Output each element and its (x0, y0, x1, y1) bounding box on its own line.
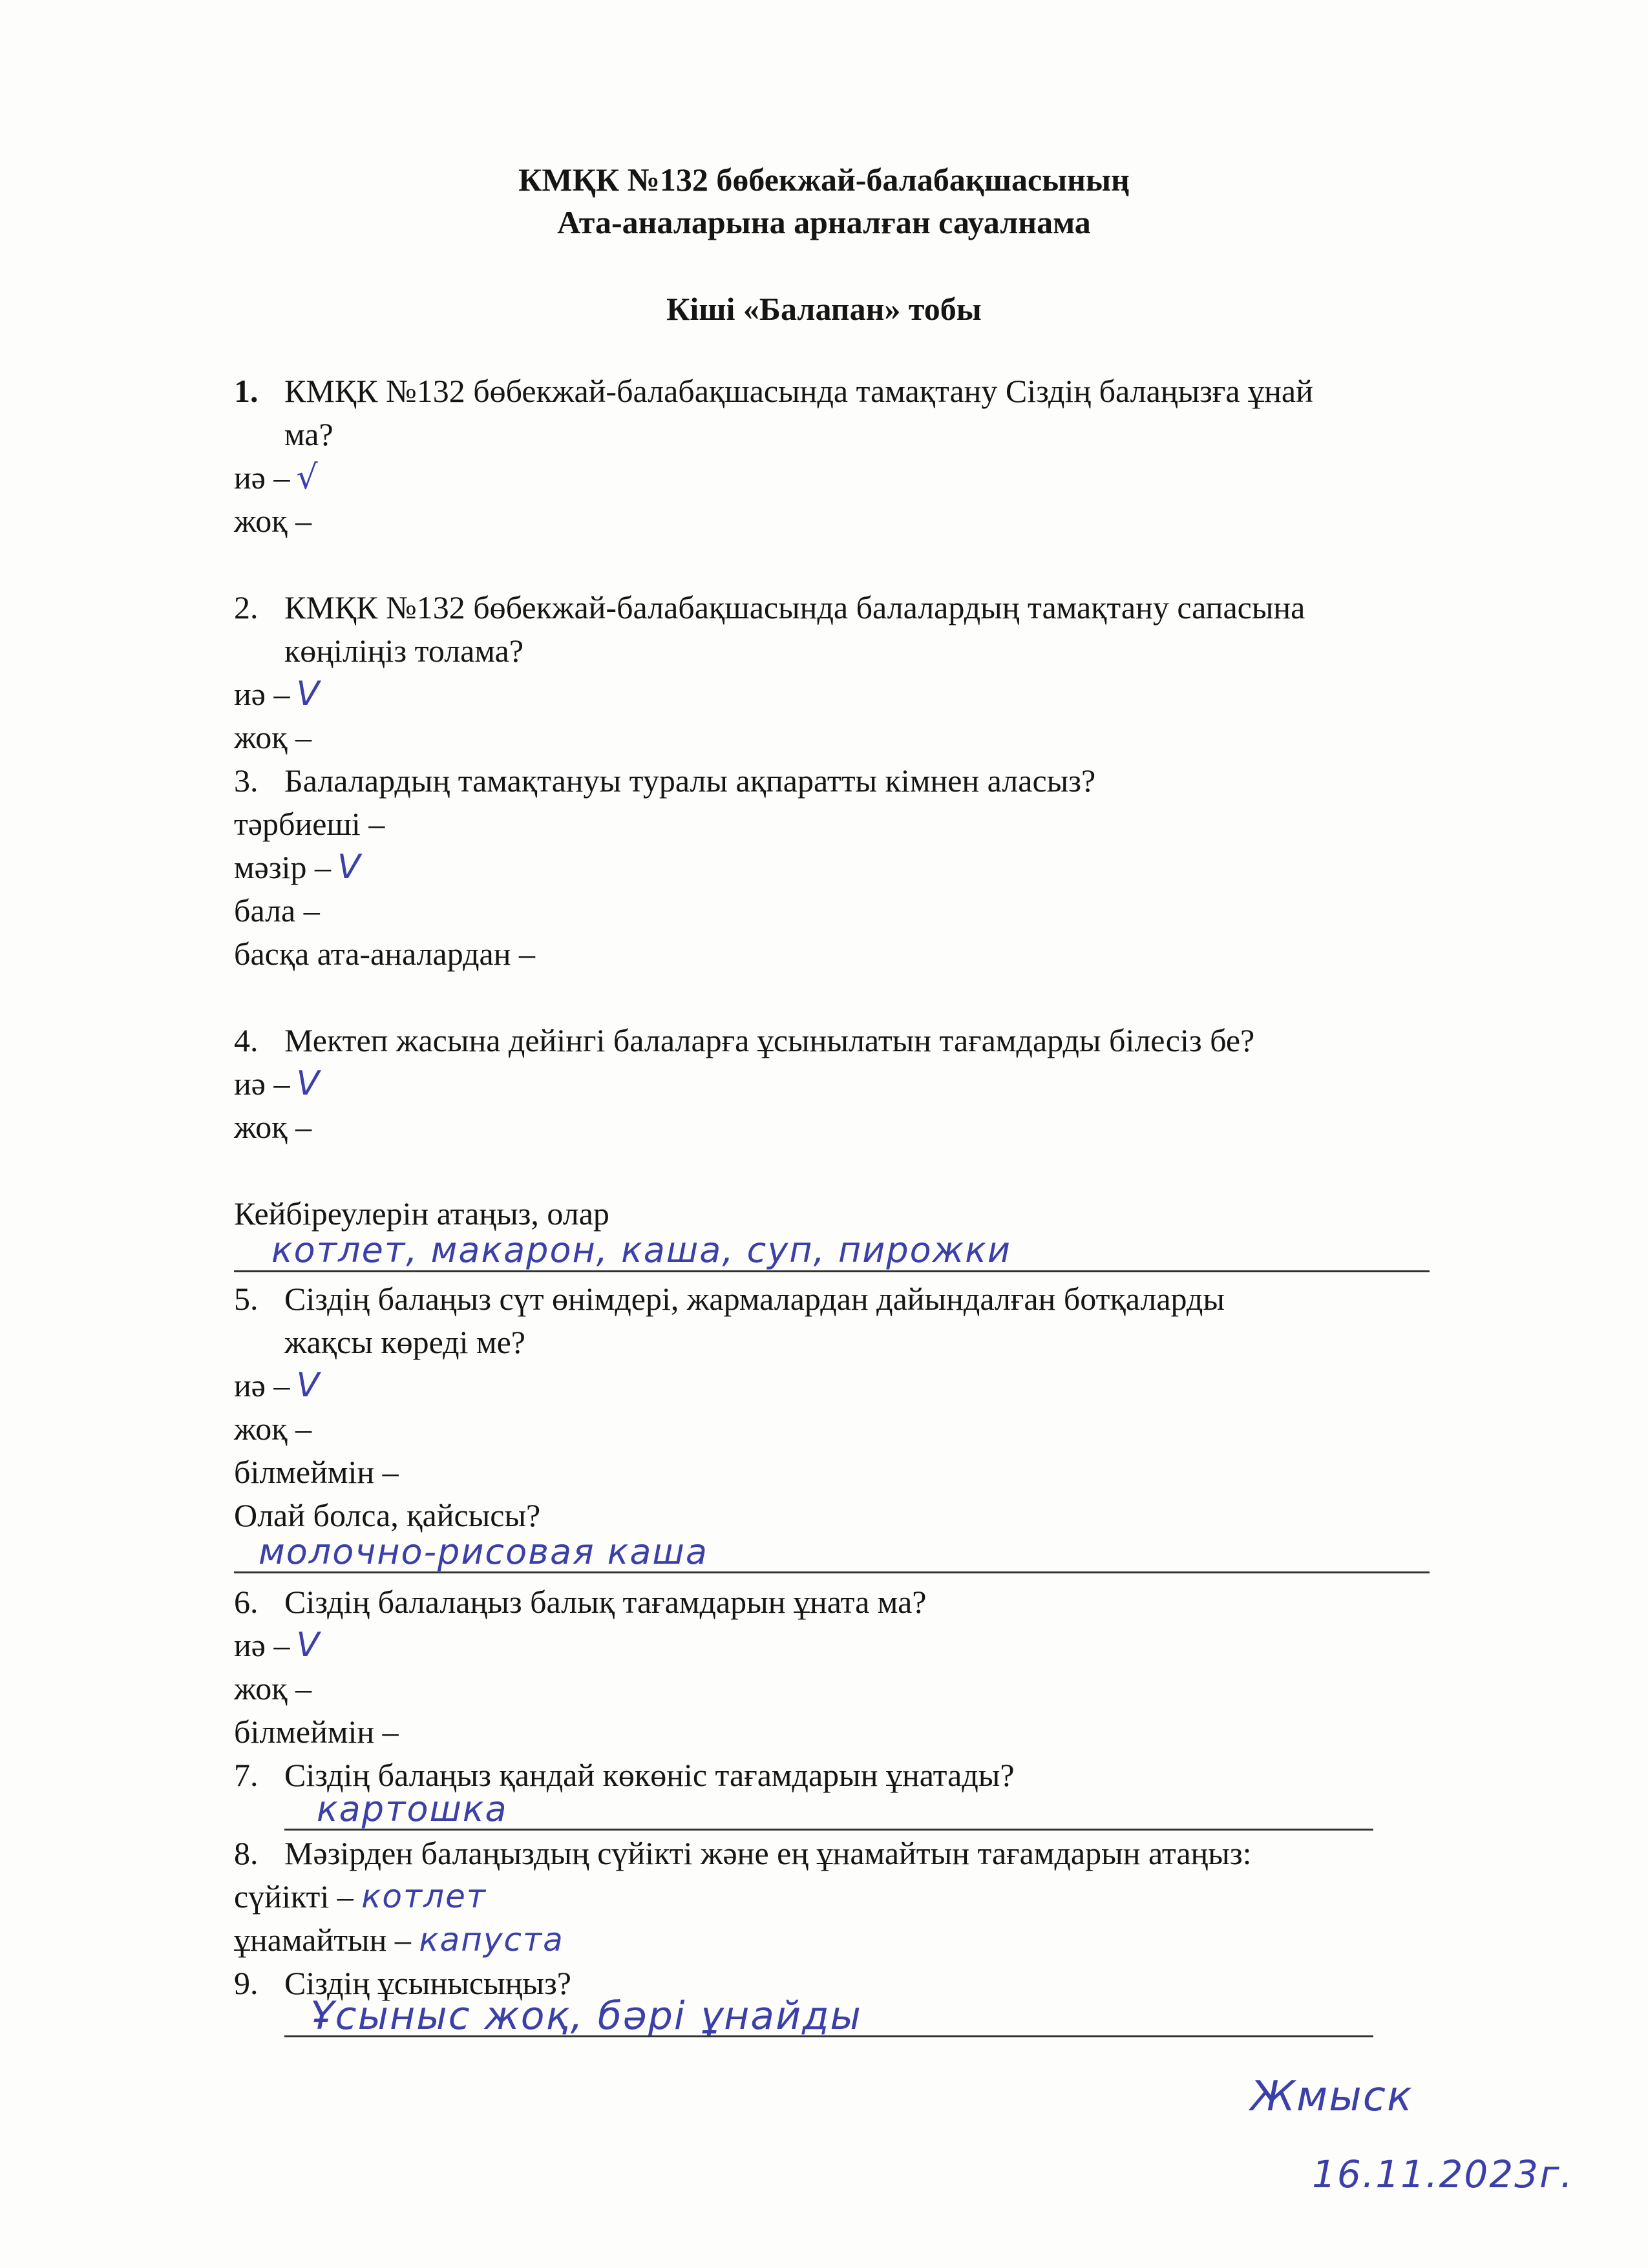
q6-option-no: жоқ – (234, 1670, 312, 1706)
q5-handwritten-answer: молочно-рисовая каша (259, 1531, 708, 1572)
q4-option-no: жоқ – (234, 1109, 312, 1145)
q3-option-teacher: тәрбиеші – (234, 806, 385, 842)
check-mark-icon: V (337, 848, 362, 887)
q5-prompt: Олай болса, қайсысы? (234, 1497, 541, 1533)
q8-disliked-handwritten: капуста (419, 1921, 564, 1958)
q5-option-no: жоқ – (234, 1411, 312, 1447)
q4-handwritten-answer: котлет, макарон, каша, суп, пирожки (271, 1230, 1012, 1270)
question-number: 3. (234, 762, 259, 799)
q4-prompt: Кейбіреулерін атаңыз, олар (234, 1195, 609, 1232)
check-mark-icon: V (296, 675, 321, 713)
signature-date: 16.11.2023г. (1312, 2152, 1574, 2196)
question-number: 9. (234, 1965, 259, 2001)
group-name: Кіші «Балапан» тобы (666, 291, 982, 327)
question-8 (234, 1834, 1252, 1873)
option-label: сүйікті – (234, 1878, 354, 1915)
question-1 (234, 372, 1313, 410)
q3-option-other-parents: басқа ата-аналардан – (234, 936, 535, 972)
q2-option-yes (234, 675, 321, 713)
question-4 (234, 1021, 1254, 1060)
parent-signature: Жмыск (1251, 2073, 1413, 2121)
check-mark-icon: √ (296, 458, 319, 497)
option-label: ұнамайтын – (234, 1922, 411, 1958)
question-text: Балалардың тамақтануы туралы ақпаратты кімнен аласыз? (284, 762, 1096, 799)
check-mark-icon: V (296, 1366, 321, 1405)
question-text: КМҚК №132 бөбекжай-балабақшасында балалардың тамақтану сапасына (284, 589, 1305, 625)
q2-option-no: жоқ – (234, 719, 312, 755)
answer-line (284, 2035, 1373, 2037)
question-number: 7. (234, 1757, 259, 1793)
question-2 (234, 588, 1305, 627)
question-number: 4. (234, 1022, 259, 1058)
check-mark-icon: V (296, 1064, 321, 1103)
q1-option-no: жоқ – (234, 503, 312, 539)
question-text: Мектеп жасына дейінгі балаларға ұсынылатын тағамдарды білесіз бе? (284, 1022, 1255, 1058)
option-label: иә – (234, 459, 290, 496)
question-text: Сіздің балалаңыз балық тағамдарын ұната ма? (284, 1584, 927, 1620)
document-title: КМҚК №132 бөбекжай-балабақшасының (518, 162, 1130, 198)
answer-line (234, 1571, 1430, 1573)
q6-option-dont-know: білмеймін – (234, 1714, 399, 1750)
option-label: иә – (234, 1367, 290, 1403)
question-number: 6. (234, 1584, 259, 1620)
question-1-continued: ма? (284, 416, 333, 452)
q8-favorite-handwritten: котлет (361, 1878, 487, 1915)
document-subtitle: Ата-аналарына арналған сауалнама (557, 204, 1091, 240)
option-label: иә – (234, 676, 290, 712)
q5-option-dont-know: білмеймін – (234, 1454, 399, 1490)
option-label: иә – (234, 1627, 290, 1663)
question-text: Сіздің балаңыз қандай көкөніс тағамдарын ұнатады? (284, 1757, 1015, 1793)
answer-line (284, 1829, 1373, 1831)
q9-handwritten-answer: Ұсыныс жоқ, бәрі ұнайды (310, 1993, 862, 2039)
question-text: Мәзірден балаңыздың сүйікті және ең ұнамайтын тағамдарын атаңыз: (284, 1835, 1252, 1871)
q8-disliked (234, 1920, 564, 1959)
question-text: Сіздің ұсынысыңыз? (284, 1965, 571, 2001)
question-text: Сіздің балаңыз сүт өнімдері, жармалардан дайындалған ботқаларды (284, 1281, 1225, 1317)
question-5 (234, 1279, 1225, 1318)
question-2-continued: көңіліңіз толама? (284, 633, 524, 669)
q3-option-menu (234, 848, 362, 887)
option-label: иә – (234, 1066, 290, 1102)
question-5-continued: жақсы көреді ме? (284, 1324, 525, 1360)
q7-handwritten-answer: картошка (317, 1789, 508, 1829)
question-number: 5. (234, 1281, 259, 1317)
question-3 (234, 761, 1095, 800)
question-number: 1. (234, 373, 259, 409)
question-number: 2. (234, 589, 259, 625)
q1-option-yes (234, 458, 319, 497)
question-6 (234, 1582, 926, 1621)
option-label: мәзір – (234, 849, 331, 885)
q6-option-yes (234, 1626, 321, 1664)
answer-line (234, 1270, 1430, 1272)
question-text: КМҚК №132 бөбекжай-балабақшасында тамақтану Сіздің балаңызға ұнай (284, 373, 1313, 409)
q8-favorite (234, 1877, 487, 1916)
question-number: 8. (234, 1835, 259, 1871)
q5-option-yes (234, 1366, 321, 1405)
q4-option-yes (234, 1064, 321, 1103)
q3-option-child: бала – (234, 892, 320, 929)
check-mark-icon: V (296, 1626, 321, 1664)
